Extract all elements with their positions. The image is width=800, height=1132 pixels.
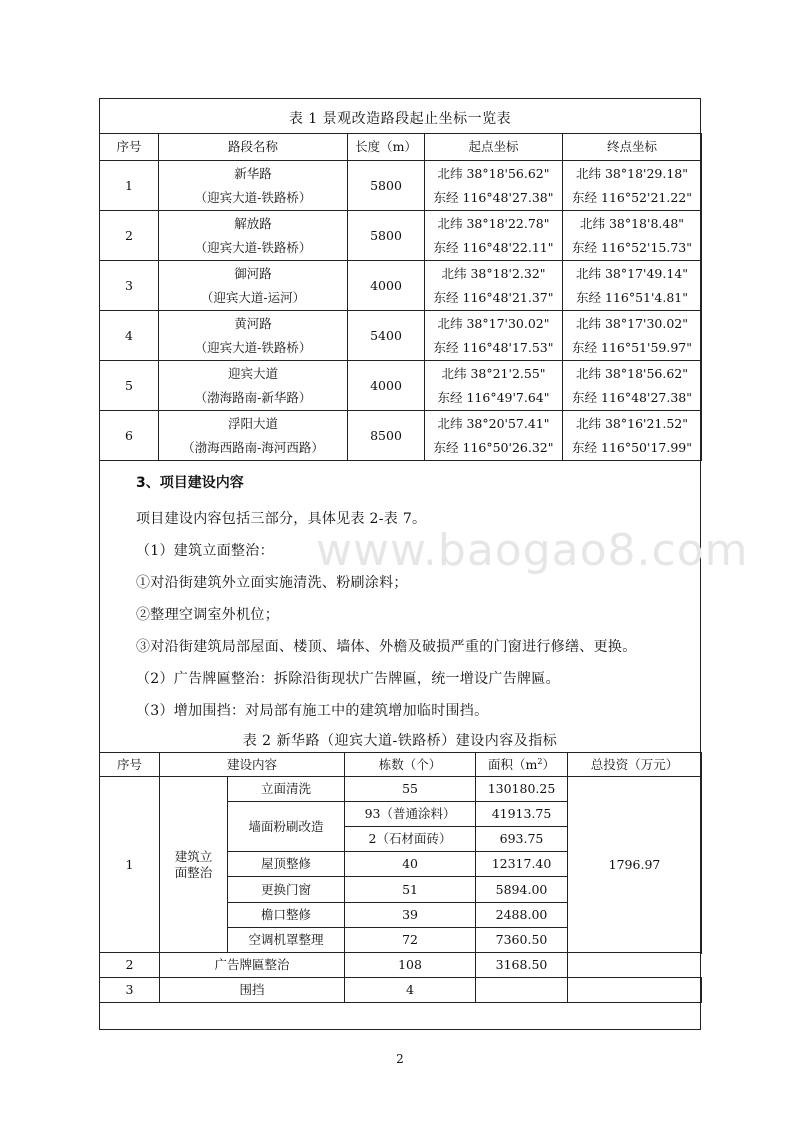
road-name-cell [159, 361, 348, 411]
item-count: 108 [345, 953, 476, 978]
table1-header-row [100, 134, 702, 161]
item-name: 檐口整修 [228, 903, 345, 928]
page-number: 2 [396, 1052, 404, 1066]
start-coord [425, 261, 563, 311]
start-lat: 北纬 38°18'56.62" [437, 165, 550, 181]
item-count: 40 [345, 852, 476, 877]
road-length: 5800 [348, 211, 425, 261]
item-area: 693.75 [476, 827, 568, 852]
sub-item-3: ③对沿街建筑局部屋面、楼顶、墙体、外檐及破损严重的门窗进行修缮、更换。 [136, 639, 637, 655]
table-row [100, 777, 702, 802]
table1-header-no: 序号 [100, 134, 159, 161]
table-row [100, 953, 702, 978]
row-no: 2 [100, 953, 160, 978]
area-label: 面积（m [488, 756, 538, 772]
end-lon: 东经 116°52'15.73" [572, 239, 692, 255]
item-hoarding: （3）增加围挡：对局部有施工中的建筑增加临时围挡。 [136, 703, 489, 719]
end-coord [563, 261, 702, 311]
item-count: 93（普通涂料） [345, 802, 476, 827]
table-row [100, 161, 702, 211]
row-no: 6 [100, 411, 159, 461]
road-name-cell [159, 411, 348, 461]
road-name-cell [159, 311, 348, 361]
table2-header-area [476, 753, 568, 777]
end-lat: 北纬 38°18'56.62" [575, 365, 688, 381]
start-lat: 北纬 38°20'57.41" [437, 415, 550, 431]
item-name: 更换门窗 [228, 877, 345, 903]
start-coord [425, 161, 563, 211]
item-count: 72 [345, 928, 476, 953]
start-lon: 东经 116°48'17.53" [433, 339, 554, 355]
start-lon: 东经 116°49'7.64" [437, 389, 550, 405]
end-lon: 东经 116°48'27.38" [572, 389, 692, 405]
table-row [100, 211, 702, 261]
end-coord [563, 211, 702, 261]
table2-header-no: 序号 [100, 753, 160, 777]
item-area: 12317.40 [476, 852, 568, 877]
sub-item-1: ①对沿街建筑外立面实施清洗、粉刷涂料； [136, 575, 408, 591]
table2-header-row [100, 753, 702, 777]
item-area: 2488.00 [476, 903, 568, 928]
road-name: 迎宾大道 [227, 365, 278, 381]
table1-header-length: 长度（m） [348, 134, 425, 161]
table-row [100, 411, 702, 461]
road-name: 御河路 [234, 265, 272, 281]
item-name: 广告牌匾整治 [160, 953, 345, 978]
table1-header-end: 终点坐标 [563, 134, 702, 161]
start-lon: 东经 116°48'22.11" [433, 239, 554, 255]
start-coord [425, 211, 563, 261]
group1-invest: 1796.97 [568, 777, 702, 953]
item-area: 5894.00 [476, 877, 568, 903]
start-coord [425, 311, 563, 361]
end-lat: 北纬 38°17'49.14" [575, 265, 688, 281]
road-name-cell [159, 261, 348, 311]
start-lat: 北纬 38°18'2.32" [441, 265, 546, 281]
start-lon: 东经 116°50'26.32" [433, 439, 554, 455]
item-name: 屋顶整修 [228, 852, 345, 877]
table-row [100, 978, 702, 1003]
road-range: （渤海西路南-海河西路） [182, 439, 324, 455]
end-lon: 东经 116°51'4.81" [575, 289, 688, 305]
row-no: 1 [100, 161, 159, 211]
group1-no: 1 [100, 777, 160, 953]
item-name: 立面清洗 [228, 777, 345, 802]
start-lon: 东经 116°48'27.38" [433, 189, 554, 205]
table-row [100, 361, 702, 411]
road-name: 黄河路 [234, 315, 272, 331]
section-intro: 项目建设内容包括三部分，具体见表 2-表 7。 [136, 511, 427, 527]
start-lat: 北纬 38°21'2.55" [441, 365, 546, 381]
end-coord [563, 411, 702, 461]
section-heading: 3、项目建设内容 [136, 475, 244, 491]
table2-header-content: 建设内容 [160, 753, 345, 777]
item-count: 4 [345, 978, 476, 1003]
row-no: 2 [100, 211, 159, 261]
item-area: 41913.75 [476, 802, 568, 827]
item-signage: （2）广告牌匾整治：拆除沿街现状广告牌匾，统一增设广告牌匾。 [136, 671, 560, 687]
item-count: 55 [345, 777, 476, 802]
road-name-cell [159, 211, 348, 261]
end-lat: 北纬 38°16'21.52" [575, 415, 688, 431]
end-lat: 北纬 38°18'29.18" [575, 165, 688, 181]
item-name: 围挡 [160, 978, 345, 1003]
road-length: 5800 [348, 161, 425, 211]
watermark: www.baogao8.com [316, 525, 749, 576]
table-row [100, 261, 702, 311]
area-sup: 2 [537, 756, 543, 766]
end-lat: 北纬 38°17'30.02" [575, 315, 688, 331]
table-row [100, 311, 702, 361]
start-lat: 北纬 38°17'30.02" [437, 315, 550, 331]
item-count: 39 [345, 903, 476, 928]
group1-label-line2: 面整治 [174, 864, 213, 880]
row-no: 3 [100, 261, 159, 311]
row-no: 4 [100, 311, 159, 361]
item-name: 空调机罩整理 [228, 928, 345, 953]
table1-header-name: 路段名称 [159, 134, 348, 161]
start-lat: 北纬 38°18'22.78" [437, 215, 550, 231]
road-length: 4000 [348, 261, 425, 311]
road-name: 新华路 [234, 165, 272, 181]
area-label-end: ） [542, 756, 555, 772]
item-area: 7360.50 [476, 928, 568, 953]
row-no: 3 [100, 978, 160, 1003]
item-area [476, 978, 568, 1003]
table2-header-invest: 总投资（万元） [568, 753, 702, 777]
end-coord [563, 361, 702, 411]
road-name-cell [159, 161, 348, 211]
end-lon: 东经 116°51'59.97" [572, 339, 692, 355]
item-count: 51 [345, 877, 476, 903]
road-range: （迎宾大道-运河） [200, 289, 306, 305]
item-name: 墙面粉刷改造 [228, 802, 345, 852]
item-facade: （1）建筑立面整治： [136, 543, 274, 559]
road-length: 8500 [348, 411, 425, 461]
end-lat: 北纬 38°18'8.48" [579, 215, 685, 231]
table1-header-start: 起点坐标 [425, 134, 563, 161]
road-length: 5400 [348, 311, 425, 361]
start-coord [425, 411, 563, 461]
end-coord [563, 311, 702, 361]
start-lon: 东经 116°48'21.37" [433, 289, 554, 305]
table1-caption: 表 1 景观改造路段起止坐标一览表 [288, 111, 512, 127]
road-range: （渤海路南-新华路） [194, 389, 312, 405]
road-range: （迎宾大道-铁路桥） [194, 339, 312, 355]
item-area: 3168.50 [476, 953, 568, 978]
row-no: 5 [100, 361, 159, 411]
table2-header-count: 栋数（个） [345, 753, 476, 777]
road-name: 浮阳大道 [227, 415, 278, 431]
road-range: （迎宾大道-铁路桥） [194, 189, 312, 205]
table1 [99, 133, 702, 461]
start-coord [425, 361, 563, 411]
road-range: （迎宾大道-铁路桥） [194, 239, 312, 255]
end-lon: 东经 116°50'17.99" [572, 439, 692, 455]
table2 [99, 752, 702, 1003]
item-area: 130180.25 [476, 777, 568, 802]
group1-label [160, 777, 228, 953]
item-invest-empty [568, 978, 702, 1003]
road-name: 解放路 [234, 215, 272, 231]
table2-caption: 表 2 新华路（迎宾大道-铁路桥）建设内容及指标 [242, 733, 558, 749]
end-lon: 东经 116°52'21.22" [572, 189, 692, 205]
item-count: 2（石材面砖） [345, 827, 476, 852]
sub-item-2: ②整理空调室外机位； [136, 607, 279, 623]
group1-label-line1: 建筑立 [174, 848, 213, 864]
end-coord [563, 161, 702, 211]
road-length: 4000 [348, 361, 425, 411]
